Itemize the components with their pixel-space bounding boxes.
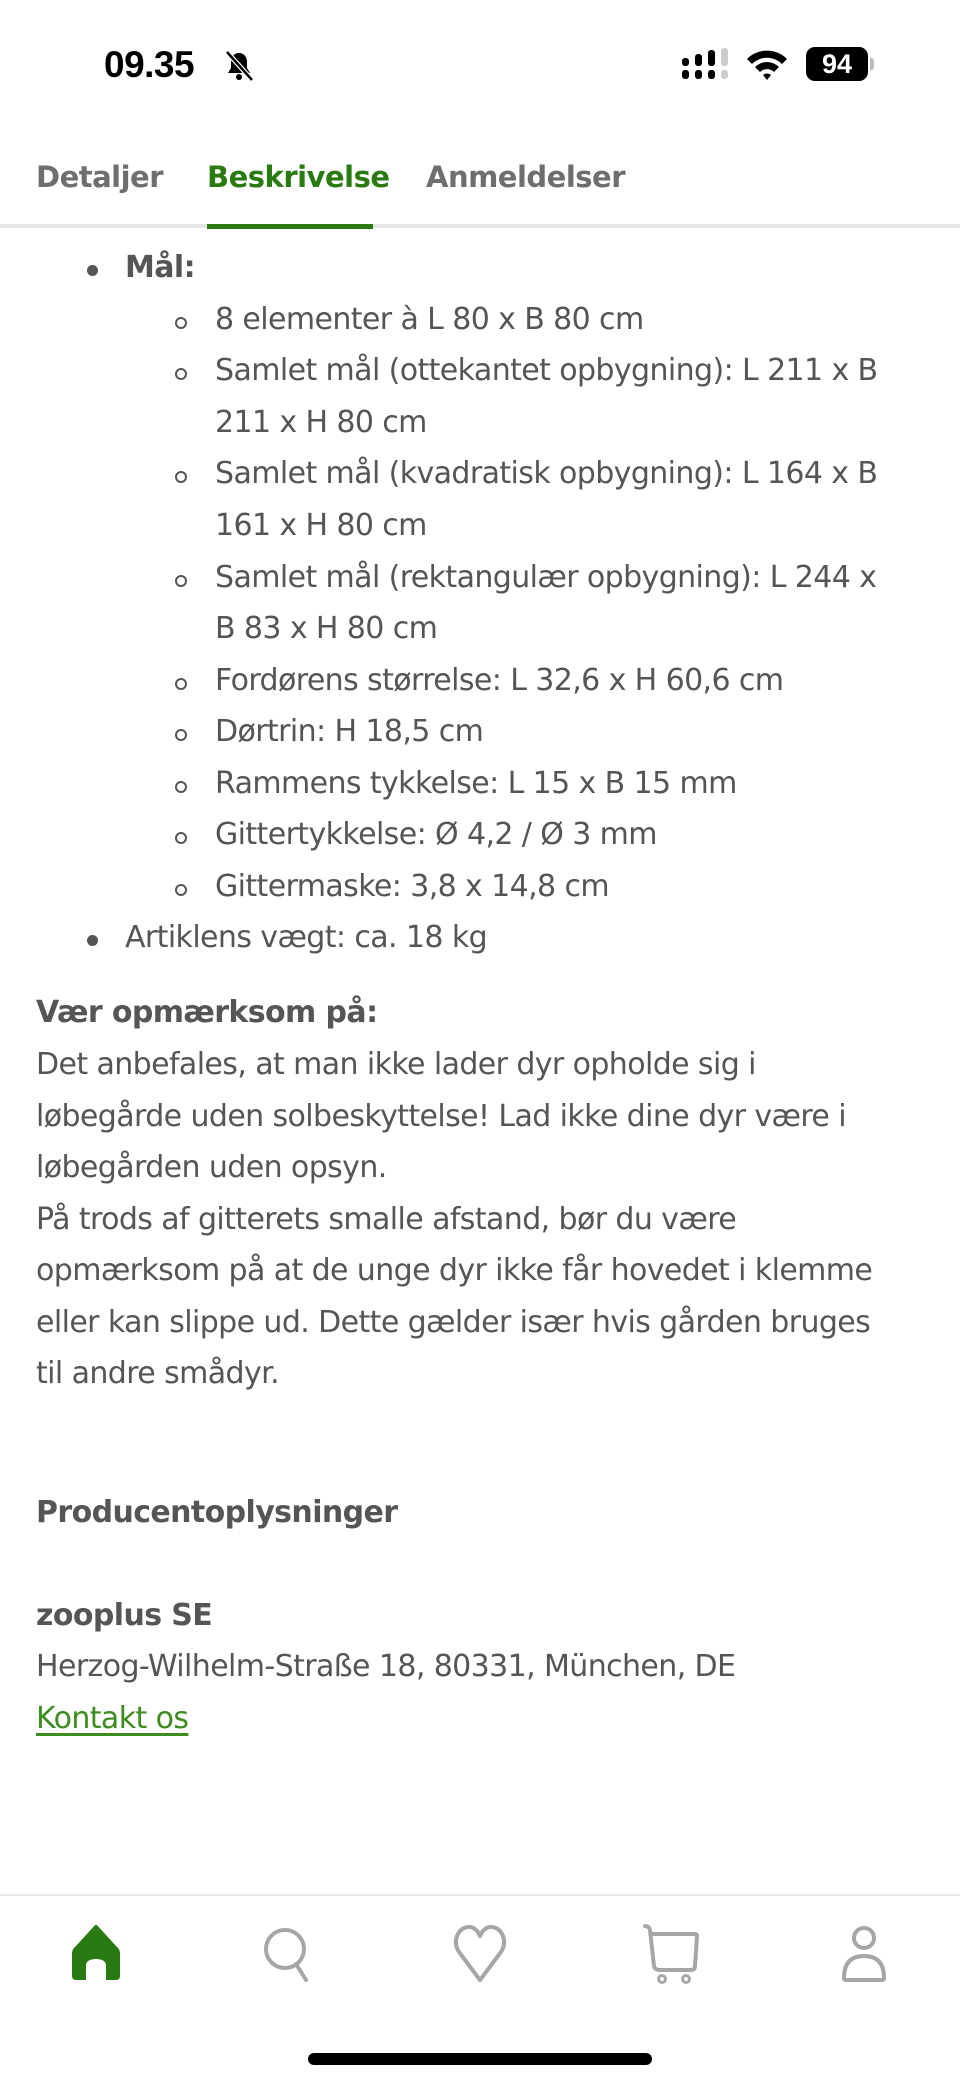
manufacturer-company: zooplus SE (36, 1598, 213, 1633)
circle-bullet-icon (175, 678, 187, 690)
contact-us-link[interactable]: Kontakt os (36, 1701, 189, 1736)
circle-bullet-icon (175, 368, 187, 380)
notice-line: opmærksom på at de unge dyr ikke får hovedet i klemme (36, 1253, 873, 1288)
notice-line: Det anbefales, at man ikke lader dyr opholde sig i (36, 1047, 756, 1082)
battery-cap (870, 58, 874, 70)
dimension-item-cont: 211 x H 80 cm (215, 405, 427, 440)
manufacturer-heading: Producentoplysninger (36, 1495, 398, 1530)
notice-line: løbegården uden opsyn. (36, 1150, 387, 1185)
notice-line: til andre smådyr. (36, 1356, 280, 1391)
notice-line: På trods af gitterets smalle afstand, bør du være (36, 1202, 737, 1237)
home-indicator[interactable] (308, 2053, 652, 2065)
dimension-item: Fordørens størrelse: L 32,6 x H 60,6 cm (215, 663, 784, 698)
dimension-item: 8 elementer à L 80 x B 80 cm (215, 302, 644, 337)
circle-bullet-icon (175, 884, 187, 896)
cart-icon[interactable] (642, 1924, 702, 1984)
manufacturer-address: Herzog-Wilhelm-Straße 18, 80331, München, DE (36, 1649, 736, 1684)
bullet-icon (87, 265, 98, 276)
home-icon[interactable] (66, 1924, 126, 1984)
dimension-item: Rammens tykkelse: L 15 x B 15 mm (215, 766, 737, 801)
active-tab-indicator (207, 224, 373, 229)
dimension-item: Gittertykkelse: Ø 4,2 / Ø 3 mm (215, 817, 657, 852)
bell-slash-icon (222, 50, 256, 82)
circle-bullet-icon (175, 471, 187, 483)
tab-reviews[interactable]: Anmeldelser (426, 160, 626, 194)
dimension-item-cont: 161 x H 80 cm (215, 508, 427, 543)
product-tabs (0, 150, 960, 228)
dimension-item: Gittermaske: 3,8 x 14,8 cm (215, 869, 609, 904)
notice-heading: Vær opmærksom på: (36, 995, 378, 1030)
notice-line: løbegårde uden solbeskyttelse! Lad ikke dine dyr være i (36, 1099, 846, 1134)
dimensions-heading: Mål: (125, 250, 195, 285)
status-bar (0, 0, 960, 120)
circle-bullet-icon (175, 317, 187, 329)
cellular-signal-icon (680, 48, 730, 82)
notice-line: eller kan slippe ud. Dette gælder især hvis gården bruges (36, 1305, 871, 1340)
search-icon[interactable] (258, 1924, 318, 1984)
tab-details[interactable]: Detaljer (36, 160, 164, 194)
bullet-icon (87, 935, 98, 946)
dimension-item-cont: B 83 x H 80 cm (215, 611, 438, 646)
circle-bullet-icon (175, 781, 187, 793)
dimension-item: Samlet mål (kvadratisk opbygning): L 164 x B (215, 456, 878, 491)
profile-icon[interactable] (834, 1924, 894, 1984)
weight-item: Artiklens vægt: ca. 18 kg (125, 920, 488, 955)
dimension-item: Samlet mål (rektangulær opbygning): L 244 x (215, 560, 877, 595)
tab-description[interactable]: Beskrivelse (207, 160, 390, 194)
heart-icon[interactable] (450, 1924, 510, 1984)
battery-indicator (806, 47, 874, 81)
status-time: 09.35 (104, 44, 195, 85)
circle-bullet-icon (175, 832, 187, 844)
wifi-icon (745, 47, 789, 81)
dimension-item: Samlet mål (ottekantet opbygning): L 211 x B (215, 353, 878, 388)
battery-level: 94 (806, 47, 868, 81)
dimension-item: Dørtrin: H 18,5 cm (215, 714, 484, 749)
circle-bullet-icon (175, 575, 187, 587)
circle-bullet-icon (175, 729, 187, 741)
